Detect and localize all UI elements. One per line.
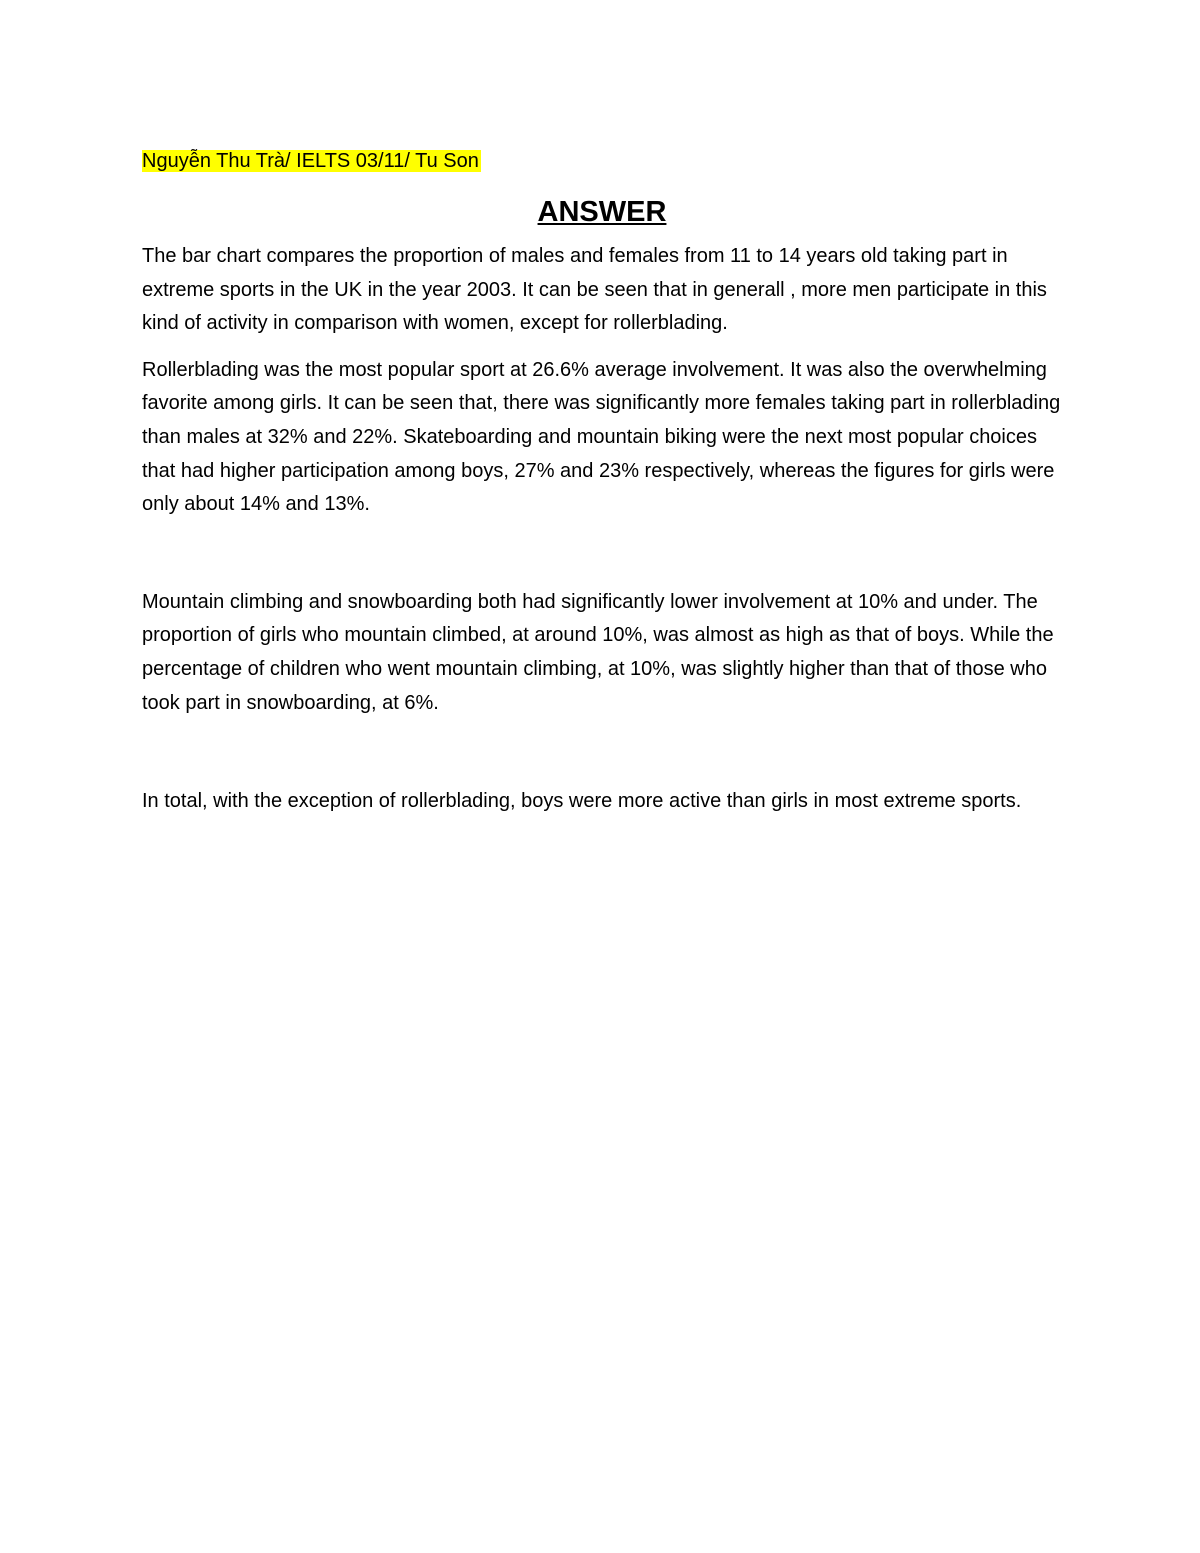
paragraph-climbing-snowboarding: Mountain climbing and snowboarding both had significantly lower involvement at 10% and under. The proportion of girls who mountain climbed, at around 10%, was almost as high as that of boys. While the percentage of children who went mountain climbing, at 10%, was slightly higher than that of those who took part in snowboarding, at 6%. — [142, 590, 1054, 714]
paragraph-intro: The bar chart compares the proportion of males and females from 11 to 14 years old taking part in extreme sports in the UK in the year 2003. It can be seen that in generall , more men participate in this kind of activity in comparison with women, except for rollerblading. — [142, 245, 1047, 335]
paragraph-conclusion: In total, with the exception of rollerblading, boys were more active than girls in most extreme sports. — [142, 790, 1022, 813]
page-title: ANSWER — [537, 196, 667, 228]
author-header — [142, 146, 1062, 176]
document-body — [142, 146, 1062, 819]
author-header-text: Nguyễn Thu Trà/ IELTS 03/11/ Tu Son — [142, 150, 479, 172]
paragraph-rollerblading: Rollerblading was the most popular sport at 26.6% average involvement. It was also the overwhelming favorite among girls. It can be seen that, there was significantly more females taking part in rollerblading than males at 32% and 22%. Skateboarding and mountain biking were the next most popular choices that had higher participation among boys, 27% and 23% respectively, whereas the figures for girls were only about 14% and 13%. — [142, 358, 1061, 516]
